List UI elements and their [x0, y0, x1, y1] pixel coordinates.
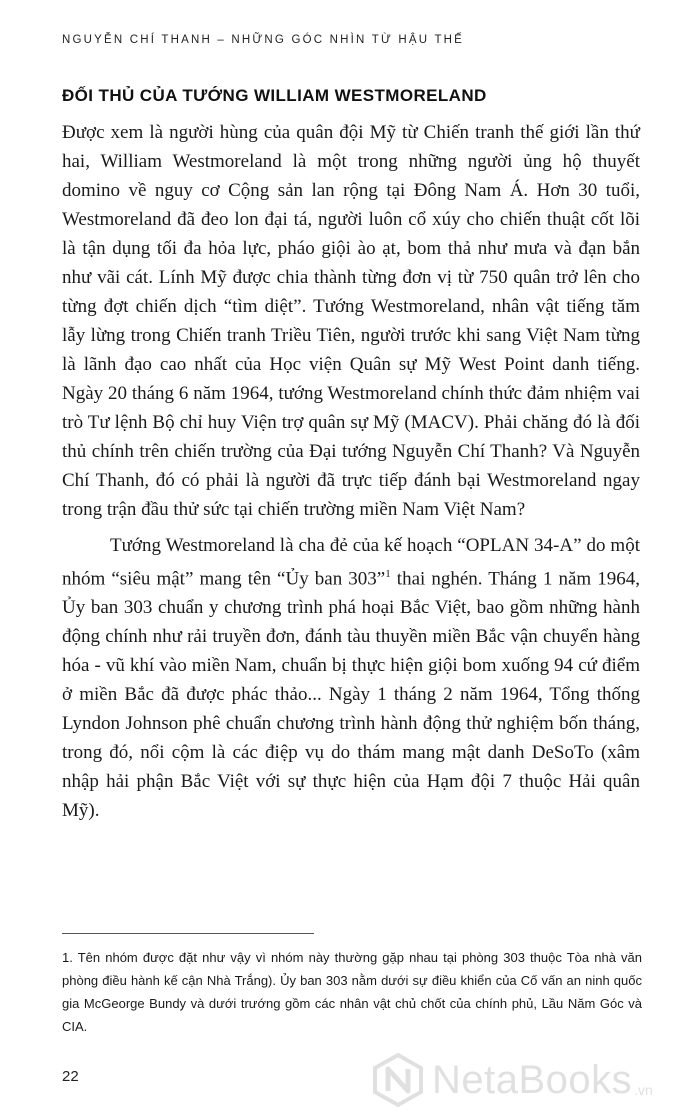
netabooks-logo-icon — [370, 1052, 426, 1108]
paragraph-2-text-after: thai nghén. Tháng 1 năm 1964, Ủy ban 303 chuẩn y chương trình phá hoại Bắc Việt, bao gồm những hành động chính như rải truyền đơn, đánh tàu thuyền miền Bắc vận chuyển hàng hóa - vũ khí vào miền Nam, chuẩn bị thực hiện giội bom xuống 94 cứ điểm ở miền Bắc đã được phác thảo... Ngày 1 tháng 2 năm 1964, Tổng thống Lyndon Johnson phê chuẩn chương trình hành động thử nghiệm bốn tháng, trong đó, nổi cộm là các điệp vụ do thám mang mật danh DeSoTo (xâm nhập hải phận Bắc Việt với sự thực hiện của Hạm đội 7 thuộc Hải quân Mỹ). — [62, 568, 640, 822]
body-text — [62, 118, 640, 825]
watermark-word: NetaBooks — [432, 1057, 633, 1102]
footnote-divider — [62, 933, 314, 934]
netabooks-watermark — [370, 1050, 695, 1110]
paragraph-1: Được xem là người hùng của quân đội Mỹ từ Chiến tranh thế giới lần thứ hai, William Westmoreland là một trong những người ủng hộ thuyết domino về nguy cơ Cộng sản lan rộng tại Đông Nam Á. Hơn 30 tuổi, Westmoreland đã đeo lon đại tá, người luôn cổ xúy cho chiến thuật cốt lõi là tận dụng tối đa hỏa lực, pháo giội ào ạt, bom thả như mưa và đạn bắn như vãi cát. Lính Mỹ được chia thành từng đơn vị từ 750 quân trở lên cho từng đợt chiến dịch “tìm diệt”. Tướng Westmoreland, nhân vật tiếng tăm lẫy lừng trong Chiến tranh Triều Tiên, người trước khi sang Việt Nam từng là lãnh đạo cao nhất của Học viện Quân sự Mỹ West Point danh tiếng. Ngày 20 tháng 6 năm 1964, tướng Westmoreland chính thức đảm nhiệm vai trò Tư lệnh Bộ chỉ huy Viện trợ quân sự Mỹ (MACV). Phải chăng đó là đối thủ chính trên chiến trường của Đại tướng Nguyễn Chí Thanh? Và Nguyễn Chí Thanh, đó có phải là người đã trực tiếp đánh bại Westmoreland ngay trong trận đầu thử sức tại chiến trường miền Nam Việt Nam? — [62, 122, 640, 520]
footnote-reference[interactable]: 1 — [385, 568, 391, 580]
section-heading: ĐỐI THỦ CỦA TƯỚNG WILLIAM WESTMORELAND — [62, 86, 487, 105]
running-header: NGUYỄN CHÍ THANH – NHỮNG GÓC NHÌN TỪ HẬU THẾ — [62, 34, 465, 46]
footnote: 1. Tên nhóm được đặt như vậy vì nhóm này thường gặp nhau tại phòng 303 thuộc Tòa nhà văn phòng điều hành kế cận Nhà Trắng). Ủy ban 303 nằm dưới sự điều khiển của Cố vấn an ninh quốc gia McGeorge Bundy và dưới trướng gồm các nhân vật chủ chốt của chính phủ, Lầu Năm Góc và CIA. — [62, 950, 642, 1034]
paragraph-2-text-before: Tướng Westmoreland là cha đẻ của kế hoạch “OPLAN 34-A” do một nhóm “siêu mật” mang tên “Ủy ban 303” — [62, 535, 640, 590]
watermark-suffix: .vn — [634, 1082, 653, 1098]
page-number: 22 — [62, 1068, 79, 1085]
paragraph-2 — [62, 531, 640, 825]
